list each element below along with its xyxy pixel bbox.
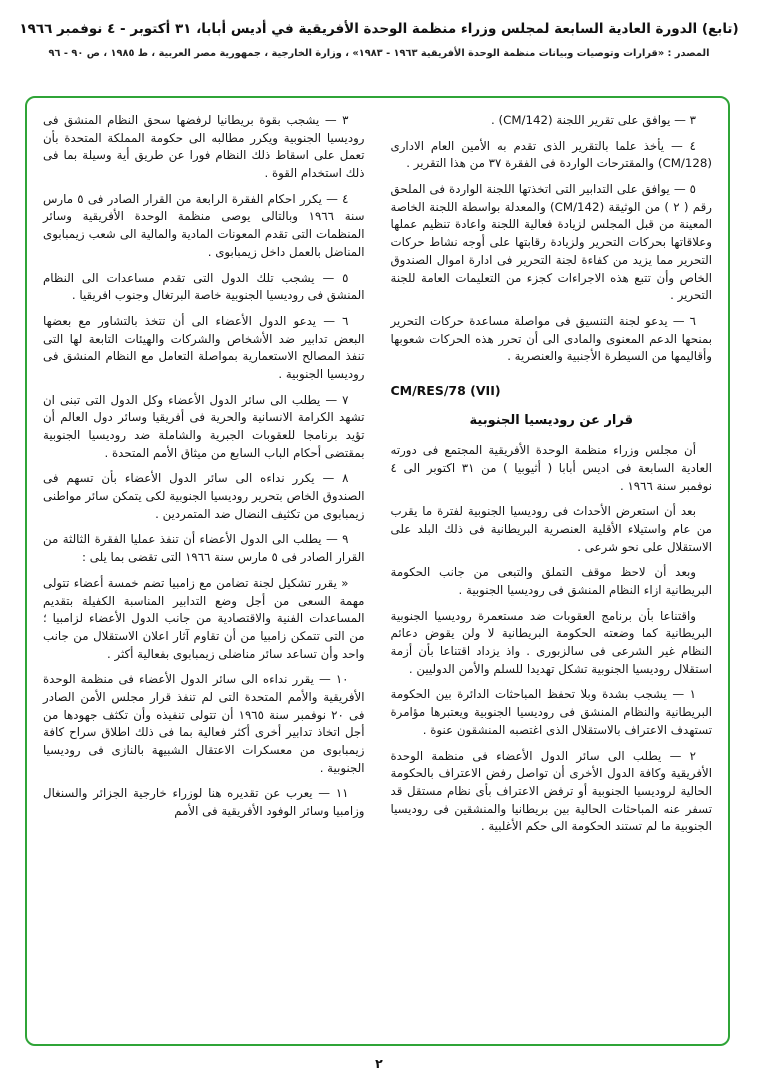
paragraph: ٤ — يأخذ علما بالتقرير الذى تقدم به الأمين العام الادارى (CM/128) والمقترحات الواردة فى الفقرة ٣٧ من هذا التقرير .	[390, 138, 712, 171]
quoted-paragraph: « يقرر تشكيل لجنة تضامن مع زامبيا تضم خمسة أعضاء تتولى مهمة السعى من أجل وضع التدابير المناسبة الكفيلة بتقديم المساعدات الفنية والاقتصادية من جانب الدول الأعضاء لزامبيا ؛ من التى تتمكن زامبيا من أن تقاوم آثار اعلان الاستقلال من جانب واحد وأن تساعد سائر مناضلى زيمبابوى بفعالية أكثر .	[43, 575, 365, 661]
paragraph: ١٠ — يقرر نداءه الى سائر الدول الأعضاء فى منظمة الوحدة الأفريقية والأمم المتحدة التى لم تنفذ قرار مجلس الأمن الصادر فى ٢٠ نوفمبر سنة ١٩٦٥ أن تتولى تنفيذه وأن تكثف جهودها من أجل اتخاذ تدابير أخرى أكثر فعالية بما فى ذلك اطلاق سراح كافة زيمبابوى من معسكرات الاعتقال الشبيهة بالنازى فى روديسيا الجنوبية .	[43, 672, 365, 775]
document-title: (تابع) الدورة العادية السابعة لمجلس وزراء منظمة الوحدة الأفريقية في أديس أبابا، ٣١ أكتوبر - ٤ نوفمبر ١٩٦٦	[19, 21, 739, 37]
paragraph: ٨ — يكرر نداءه الى سائر الدول الأعضاء بأن تسهم فى الصندوق الخاص بتحرير روديسيا الجنوبية لكى يتمكن سائر مواطنى زيمبابوى من تكثيف النضال ضد المتمردين .	[43, 471, 365, 521]
paragraph: ١١ — يعرب عن تقديره هنا لوزراء خارجية الجزائر والسنغال وزامبيا وسائر الوفود الأفريقية فى الأمم	[43, 786, 365, 819]
paragraph: ٦ — يدعو الدول الأعضاء الى أن تتخذ بالتشاور مع بعضها البعض تدابير ضد الأشخاص والشركات والهيئات التابعة لها التى تنفذ المصالح الاستعمارية بمواصلة التعامل مع النظام المنشق فى روديسيا الجنوبية .	[43, 313, 365, 381]
column-right	[391, 112, 713, 1030]
green-document-frame	[25, 96, 730, 1046]
two-column-body	[43, 112, 712, 1030]
paragraph: ٧ — يطلب الى سائر الدول الأعضاء وكل الدول التى تبنى ان تشهد الكرامة الانسانية والحرية فى أفريقيا وسائر دول العالم أن تؤيد برنامجا للعقوبات الجبرية والشاملة ضد روديسيا الجنوبية بمقتضى أحكام الباب السابع من ميثاق الأمم المتحدة .	[43, 392, 365, 460]
paragraph: ٤ — يكرر احكام الفقرة الرابعة من القرار الصادر فى ٥ مارس سنة ١٩٦٦ وبالتالى يوصى منظمة الوحدة الأفريقية وسائر المنظمات التى تقدم المعونات المادية والمالية الى شعب زيمبابوى المناضل بالعمل داخل زيمبابوى .	[43, 191, 365, 259]
paragraph: وبعد أن لاحظ موقف التملق والتبعى من جانب الحكومة البريطانية ازاء النظام المنشق فى روديسيا الجنوبية .	[390, 565, 712, 597]
paragraph: ٩ — يطلب الى الدول الأعضاء أن تنفذ عمليا الفقرة الثالثة من القرار الصادر فى ٥ مارس سنة ١٩٦٦ التى تقضى بما يلى :	[43, 532, 365, 565]
resolution-code: CM/RES/78 (VII)	[390, 382, 501, 398]
paragraph: ٥ — يوافق على التدابير التى اتخذتها اللجنة الواردة فى الملحق رقم ( ٢ ) من الوثيقة (CM/142) والمعدلة بواسطة اللجنة الخاصة المعينة من قبل المجلس لزيادة فعالية اللجنة واعادة تنظيم عملها وعلاقاتها بحركات التحرير ولزيادة رقابتها على أوجه نشاط حركات التحرير مما يزيد من كفاءة لجنة التحرير فى ادارة اموال الصندوق الخاص وأن تتبع هذه الاجراءات كجزء من التعليمات العامة للجنة التحرير .	[390, 182, 712, 303]
paragraph: ٦ — يدعو لجنة التنسيق فى مواصلة مساعدة حركات التحرير بمنحها الدعم المعنوى والمادى الى أن تحرر هذه الحركات شعوبها وأقاليمها من السيطرة الأجنبية والعنصرية .	[390, 313, 712, 364]
source-citation: المصدر : «قرارات وتوصيات وبيانات منظمة الوحدة الأفريقية ١٩٦٣ - ١٩٨٣» ، وزارة الخارجية ، جمهورية مصر العربية ، ط ١٩٨٥ ، ص ٩٠ - ٩٦	[48, 47, 710, 59]
paragraph: أن مجلس وزراء منظمة الوحدة الأفريقية المجتمع فى دورته العادية السابعة فى اديس أبابا ( أثيوبيا ) من ٣١ اكتوبر الى ٤ نوفمبر سنة ١٩٦٦ .	[390, 443, 713, 493]
paragraph: بعد أن استعرض الأحداث فى روديسيا الجنوبية لفترة ما يقرب من عام واستيلاء الأقلية العنصرية البريطانية فى ذلك البلد على الاستقلال على نحو شرعى .	[390, 504, 712, 554]
paragraph: ٣ — يوافق على تقرير اللجنة (CM/142) .	[490, 113, 696, 127]
page-number: ٢	[375, 1056, 383, 1071]
paragraph: ٥ — يشجب تلك الدول التى تقدم مساعدات الى النظام المنشق فى روديسيا الجنوبية خاصة البرتغال وجنوب افريقيا .	[43, 270, 365, 303]
paragraph: ٢ — يطلب الى سائر الدول الأعضاء فى منظمة الوحدة الأفريقية وكافة الدول الأخرى أن تواصل رفض الاعتراف بالحكومة الحالية لروديسيا الجنوبية أو ترفض الاعتراف بأى نظام مستقل قد تسفر عنه المباحثات الحالية بين بريطانيا والمنشقين فى روديسيا الجنوبية ما لم تستند الحكومة الى حكم الأغلبية .	[390, 748, 712, 834]
paragraph: واقتناعا بأن برنامج العقوبات ضد مستعمرة روديسيا الجنوبية البريطانية كما وضعته الحكومة البريطانية لا ولن يقوض دعائم النظام غير الشرعى فى سالزبورى . واذ يزداد اقتناعا بأن أزمة استقلال روديسيا الجنوبية تشكل تهديدا للسلم والأمن الدوليين .	[390, 608, 712, 676]
section-heading: قرار عن روديسيا الجنوبية	[469, 412, 633, 428]
page-header	[0, 0, 758, 59]
column-left	[43, 112, 365, 1030]
paragraph: ٣ — يشجب بقوة بريطانيا لرفضها سحق النظام المنشق فى روديسيا الجنوبية ويكرر مطالبه الى حكومة المملكة المتحدة بأن تعمل على اسقاط ذلك النظام فورا عن طريق أية وسيلة بما فى ذلك استخدام القوة .	[43, 113, 365, 181]
paragraph: ١ — يشجب بشدة وبلا تحفظ المباحثات الدائرة بين الحكومة البريطانية والنظام المنشق فى روديسيا الجنوبية ويعتبرها مؤامرة تستهدف الاعتراف بالاستقلال الذى اغتصبه المنشقون عنوة .	[390, 687, 712, 737]
